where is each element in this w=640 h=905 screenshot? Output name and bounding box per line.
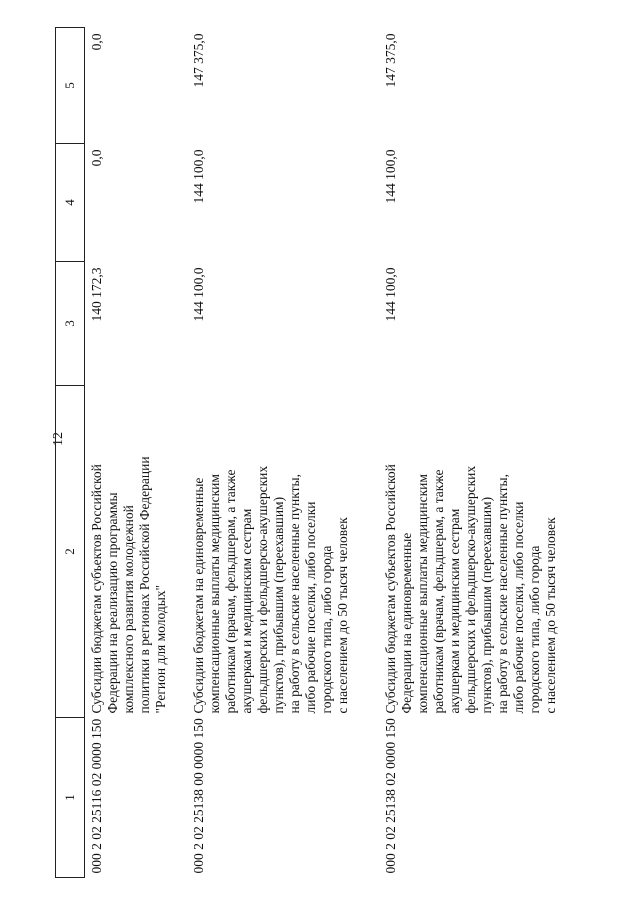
description-line: фельдшерских и фельдшерско-акушерских	[463, 465, 478, 714]
budget-table	[55, 27, 640, 878]
description-line: пунктов), прибывшим (переехавшим)	[271, 496, 286, 714]
table-row	[85, 28, 188, 878]
description-line: комплексного развития молодежной	[121, 505, 136, 714]
value-col-3: 144 100,0	[383, 267, 398, 322]
header-col-5: 5	[56, 28, 85, 144]
description-cell	[379, 386, 640, 718]
header-col-4: 4	[56, 144, 85, 262]
budget-code: 000 2 02 25138 00 0000 150	[191, 718, 206, 874]
description-line: на работу в сельские населенные пункты,	[495, 474, 510, 714]
description-line: фельдшерских и фельдшерско-акушерских	[255, 465, 270, 714]
rotated-table-sheet	[55, 28, 630, 878]
description-line: Федерации на реализацию программы	[105, 492, 120, 714]
description-line: городского типа, либо города	[319, 545, 334, 714]
value-col-4: 144 100,0	[191, 149, 206, 204]
value-col-4: 0,0	[89, 149, 104, 167]
description-line: акушеркам и медицинским сестрам	[239, 508, 254, 714]
value-col-5: 147 375,0	[383, 33, 398, 88]
description-line: работникам (врачам, фельдшерам, а также	[223, 469, 238, 714]
budget-code: 000 2 02 25138 02 0000 150	[383, 718, 398, 874]
description-line: с населением до 50 тысяч человек	[543, 517, 558, 714]
description-cell	[85, 386, 188, 718]
description-line: политики в регионах Российской Федерации	[137, 456, 152, 714]
description-line: компенсационные выплаты медицинским	[207, 474, 222, 714]
value-col-5: 147 375,0	[191, 33, 206, 88]
description-line: либо рабочие поселки, либо поселки	[303, 501, 318, 714]
description-line: городского типа, либо города	[527, 545, 542, 714]
table-row	[379, 28, 640, 878]
description-line: Субсидии бюджетам субъектов Российской	[383, 464, 398, 714]
header-col-1: 1	[56, 718, 85, 878]
value-col-5: 0,0	[89, 33, 104, 51]
budget-code: 000 2 02 25116 02 0000 150	[89, 718, 104, 874]
page-number: 12	[51, 432, 66, 446]
description-line: с населением до 50 тысяч человек	[335, 517, 350, 714]
header-col-3: 3	[56, 262, 85, 386]
description-line: пунктов), прибывшим (переехавшим)	[479, 496, 494, 714]
description-line: либо рабочие поселки, либо поселки	[511, 501, 526, 714]
description-line: Федерации на единовременные	[399, 532, 414, 714]
description-line: Субсидии бюджетам на единовременные	[191, 477, 206, 714]
value-col-3: 140 172,3	[89, 267, 104, 322]
value-col-4: 144 100,0	[383, 149, 398, 204]
description-line: работникам (врачам, фельдшерам, а также	[431, 469, 446, 714]
description-line: на работу в сельские населенные пункты,	[287, 474, 302, 714]
header-col-2: 2	[56, 386, 85, 718]
table-row	[187, 28, 379, 878]
description-cell	[187, 386, 379, 718]
description-line: "Регион для молодых"	[153, 584, 168, 714]
value-col-3: 144 100,0	[191, 267, 206, 322]
description-line: Субсидии бюджетам субъектов Российской	[89, 464, 104, 714]
description-line: акушеркам и медицинским сестрам	[447, 508, 462, 714]
header-row	[56, 28, 85, 878]
description-line: компенсационные выплаты медицинским	[415, 474, 430, 714]
